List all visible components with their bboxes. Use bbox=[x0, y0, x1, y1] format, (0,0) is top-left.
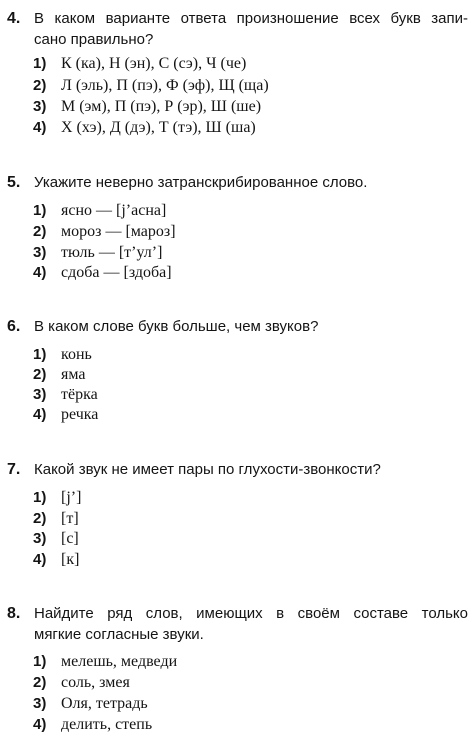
option-text: Л (эль), П (пэ), Ф (эф), Щ (ща) bbox=[61, 77, 269, 94]
question-text-line: Укажите неверно затранскрибированное слово. bbox=[34, 174, 368, 191]
question-text-line: В каком варианте ответа произношение всех букв запи- bbox=[34, 10, 468, 27]
question-text bbox=[34, 8, 468, 50]
option-number: 3) bbox=[33, 386, 47, 403]
option-text: Оля, тетрадь bbox=[61, 695, 148, 712]
question-number: 8. bbox=[7, 605, 21, 622]
option-number: 1) bbox=[33, 202, 47, 219]
option-number: 2) bbox=[33, 223, 47, 240]
option-text: М (эм), П (пэ), Р (эр), Ш (ше) bbox=[61, 98, 262, 115]
option-number: 3) bbox=[33, 530, 47, 547]
question-text-line: сано правильно? bbox=[34, 31, 154, 48]
option-number: 2) bbox=[33, 674, 47, 691]
option-number: 3) bbox=[33, 695, 47, 712]
option-number: 1) bbox=[33, 489, 47, 506]
option-number: 1) bbox=[33, 55, 47, 72]
option-text: [с] bbox=[61, 530, 79, 547]
option-number: 4) bbox=[33, 551, 47, 568]
option-text: тюль — [т’ул’] bbox=[61, 244, 163, 261]
option-text: тёрка bbox=[61, 386, 98, 403]
question-text bbox=[34, 172, 468, 193]
option-text: [j’] bbox=[61, 489, 82, 506]
option-text: ясно — [j’асна] bbox=[61, 202, 167, 219]
question-text-line: В каком слове букв больше, чем звуков? bbox=[34, 318, 319, 335]
option-number: 4) bbox=[33, 264, 47, 281]
option-number: 1) bbox=[33, 346, 47, 363]
question-text-line: Найдите ряд слов, имеющих в своём составе только bbox=[34, 605, 468, 622]
option-text: речка bbox=[61, 406, 99, 423]
question-number: 6. bbox=[7, 318, 21, 335]
option-text: соль, змея bbox=[61, 674, 130, 691]
option-text: [т] bbox=[61, 510, 79, 527]
option-text: К (ка), Н (эн), С (сэ), Ч (че) bbox=[61, 55, 247, 72]
question-text bbox=[34, 603, 468, 645]
option-text: яма bbox=[61, 366, 86, 383]
option-number: 1) bbox=[33, 653, 47, 670]
question-text-line: Какой звук не имеет пары по глухости-звонкости? bbox=[34, 461, 381, 478]
option-text: [к] bbox=[61, 551, 80, 568]
option-number: 4) bbox=[33, 406, 47, 423]
option-text: конь bbox=[61, 346, 92, 363]
question-text bbox=[34, 316, 468, 337]
option-number: 4) bbox=[33, 716, 47, 733]
option-text: мелешь, медведи bbox=[61, 653, 178, 670]
option-number: 4) bbox=[33, 119, 47, 136]
option-number: 2) bbox=[33, 510, 47, 527]
option-text: Х (хэ), Д (дэ), Т (тэ), Ш (ша) bbox=[61, 119, 256, 136]
question-number: 7. bbox=[7, 461, 21, 478]
option-text: делить, степь bbox=[61, 716, 153, 733]
question-text-line: мягкие согласные звуки. bbox=[34, 626, 204, 643]
option-text: сдоба — [здоба] bbox=[61, 264, 172, 281]
option-number: 2) bbox=[33, 77, 47, 94]
option-text: мороз — [мароз] bbox=[61, 223, 176, 240]
option-number: 3) bbox=[33, 98, 47, 115]
option-number: 3) bbox=[33, 244, 47, 261]
question-number: 5. bbox=[7, 174, 21, 191]
question-text bbox=[34, 459, 468, 480]
option-number: 2) bbox=[33, 366, 47, 383]
question-number: 4. bbox=[7, 10, 21, 27]
